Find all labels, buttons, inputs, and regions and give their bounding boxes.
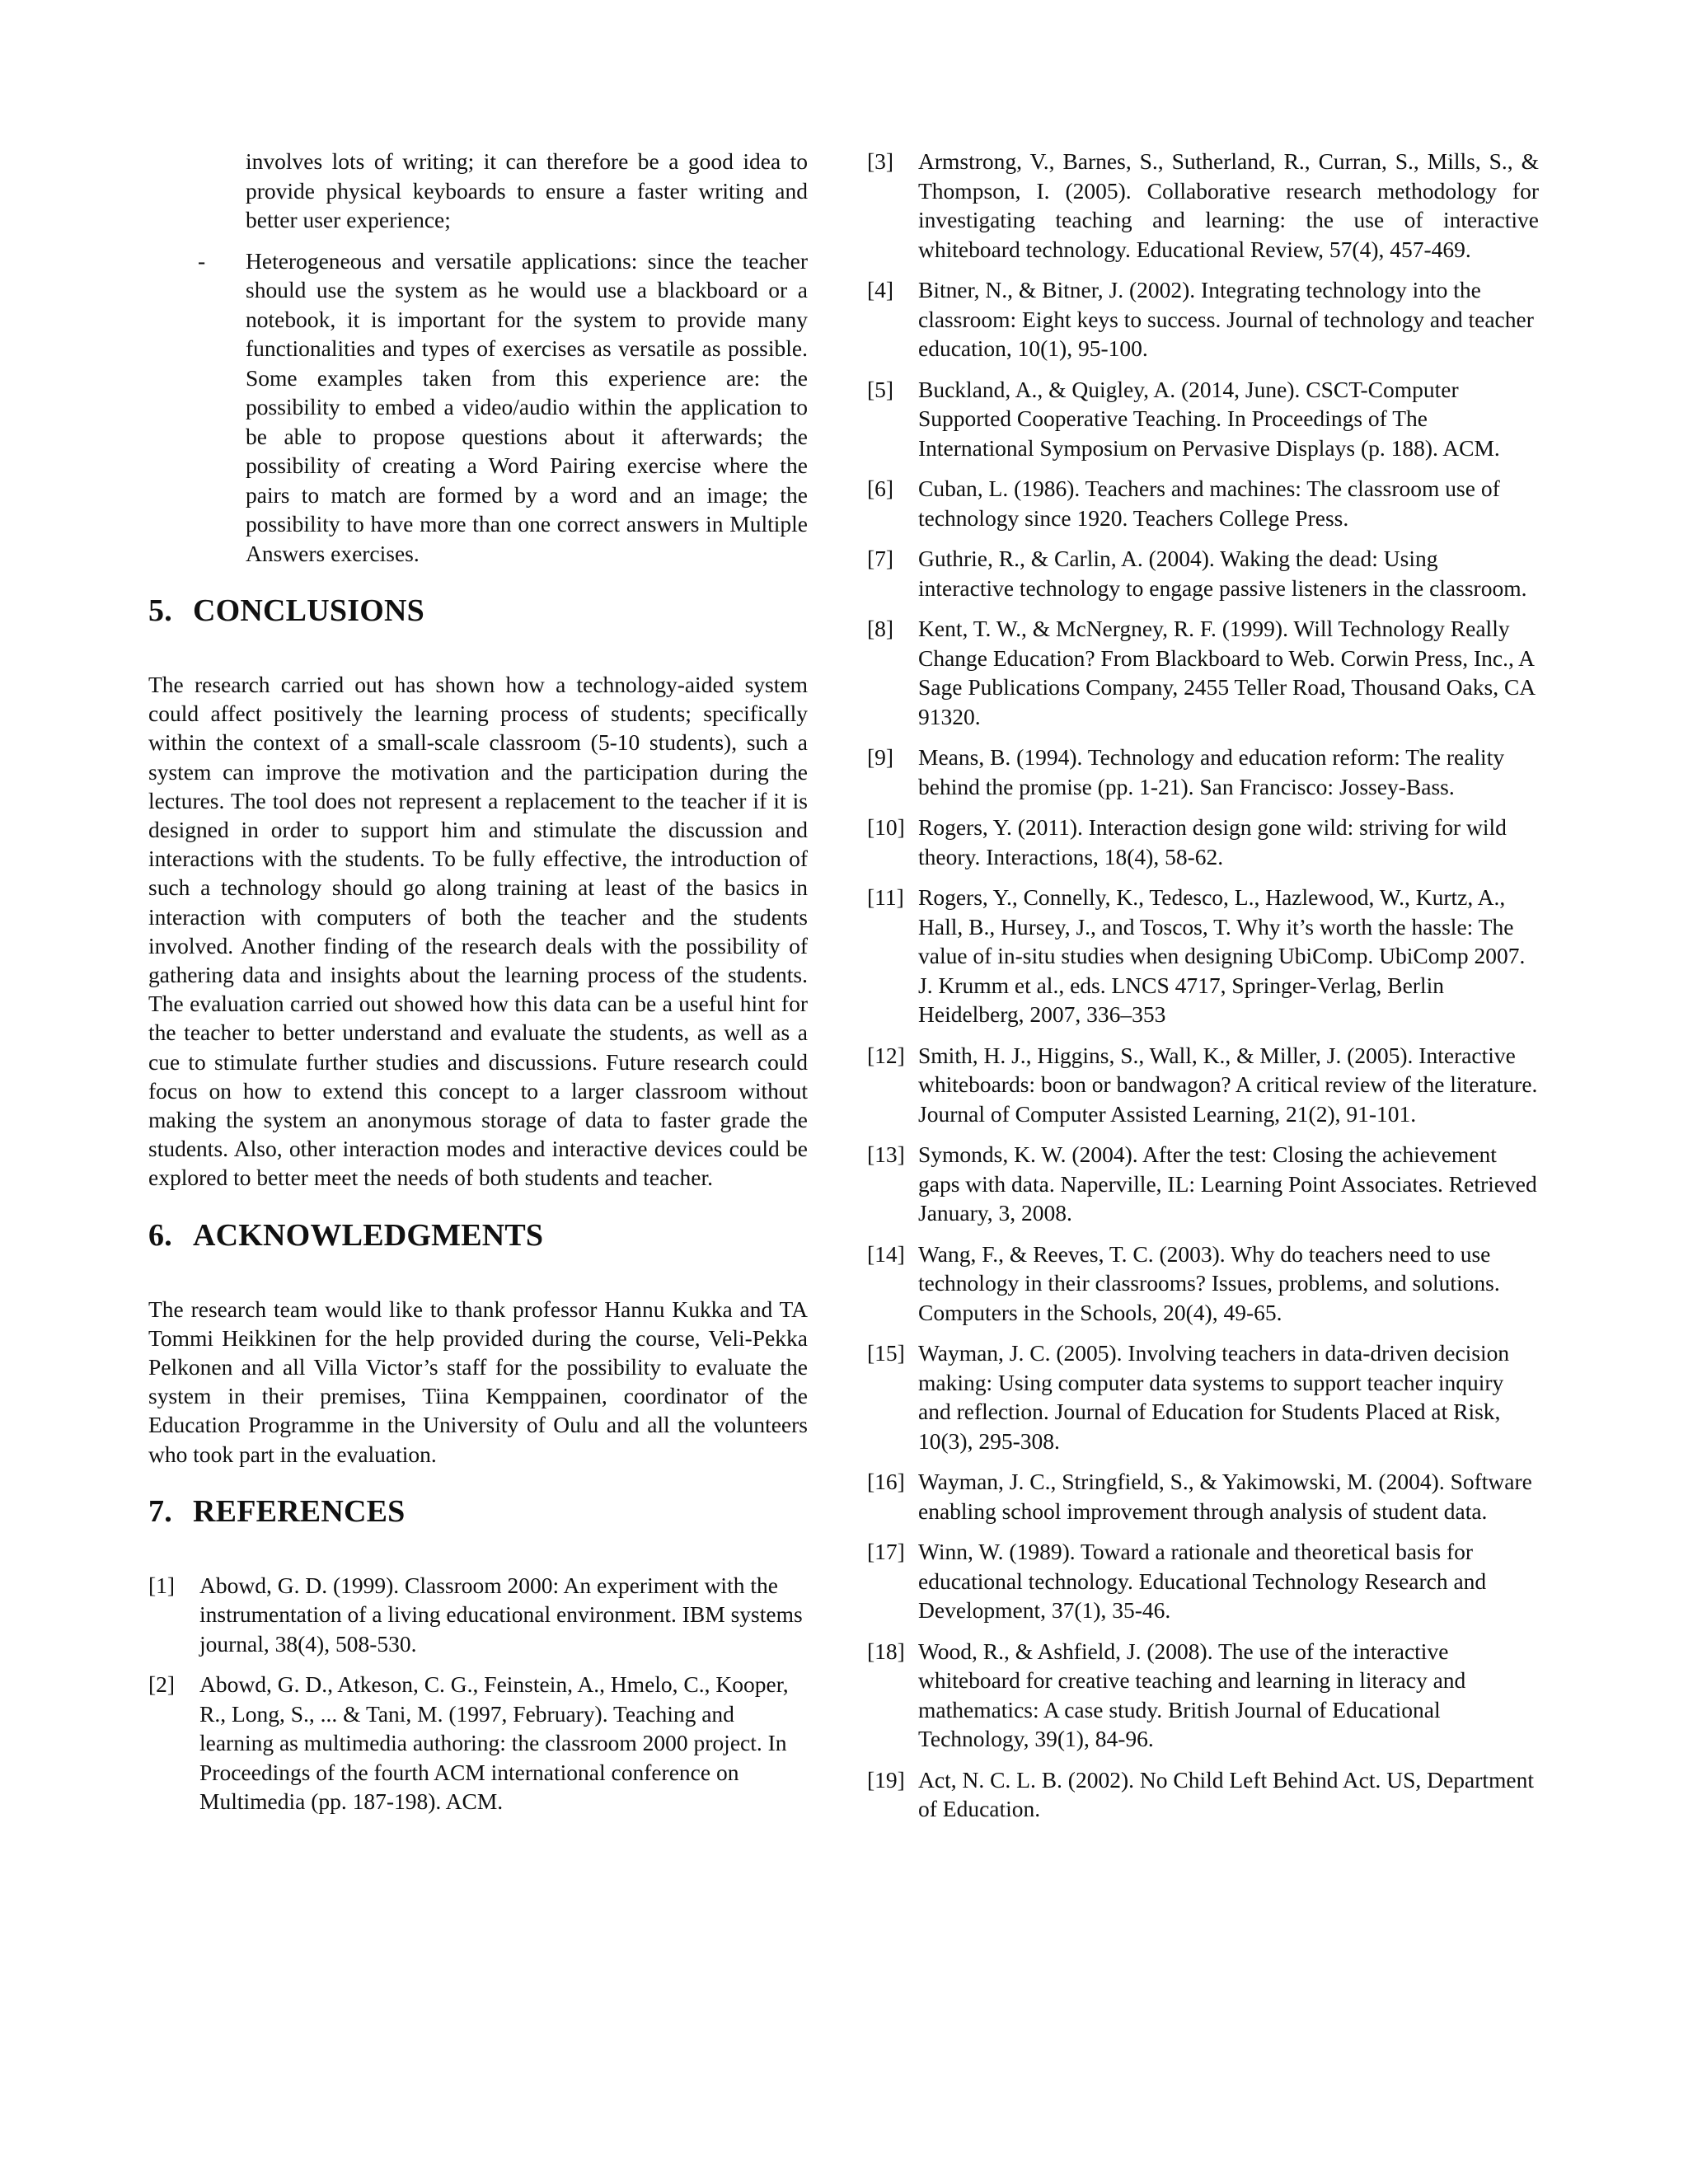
list-item-text: Heterogeneous and versatile applications: since the teacher should use the system as he would use a blackboard or a notebook, it is important for the system to provide many functionalities and types of exercises as versatile as possible. Some examples taken from this experience are: the possibility to embed a video/audio within the application to be able to propose questions about it afterwards; the possibility of creating a Word Pairing exercise where the pairs to match are formed by a word and an image; the possibility to have more than one correct answers in Multiple Answers exercises.	[246, 247, 808, 566]
reference-item-16	[867, 1467, 1539, 1526]
reference-text: Smith, H. J., Higgins, S., Wall, K., & Miller, J. (2005). Interactive whiteboards: boon or bandwagon? A critical review of the literature. Journal of Computer Assisted Learning, 21(2), 91-101.	[918, 1042, 1538, 1127]
reference-text: Armstrong, V., Barnes, S., Sutherland, R., Curran, S., Mills, S., & Thompson, I. (2005). Collaborative research methodology for investigating teaching and learning: the use of interactive whiteboard technology. Educational Review, 57(4), 457-469.	[918, 148, 1539, 262]
reference-item-10	[867, 813, 1539, 871]
section-heading-acknowledgments	[148, 1217, 808, 1254]
list-bullet: -	[198, 247, 206, 274]
reference-item-8	[867, 614, 1539, 731]
acknowledgments-paragraph: The research team would like to thank professor Hannu Kukka and TA Tommi Heikkinen for the help provided during the course, Veli-Pekka Pelkonen and all Villa Victor’s staff for the possibility to evaluate the system in their premises, Tiina Kemppainen, coordinator of the Education Programme in the University of Oulu and all the volunteers who took part in the evaluation.	[148, 1296, 808, 1467]
reference-number: [6]	[867, 476, 894, 501]
reference-item-13	[867, 1140, 1539, 1228]
reference-text: Abowd, G. D. (1999). Classroom 2000: An experiment with the instrumentation of a living educational environment. IBM systems journal, 38(4), 508-530.	[199, 1572, 803, 1657]
reference-item-7	[867, 544, 1539, 602]
reference-item-11	[867, 883, 1539, 1029]
section-heading-conclusions	[148, 593, 808, 629]
reference-text: Symonds, K. W. (2004). After the test: Closing the achievement gaps with data. Naperville, IL: Learning Point Associates. Retrieved January, 3, 2008.	[918, 1141, 1537, 1226]
right-column	[867, 147, 1539, 1835]
reference-text: Bitner, N., & Bitner, J. (2002). Integrating technology into the classroom: Eight keys to success. Journal of technology and teacher education, 10(1), 95-100.	[918, 277, 1534, 361]
reference-text: Rogers, Y. (2011). Interaction design gone wild: striving for wild theory. Interactions, 18(4), 58-62.	[918, 814, 1507, 869]
section-number: 6.	[148, 1217, 172, 1253]
reference-text: Cuban, L. (1986). Teachers and machines: The classroom use of technology since 1920. Teachers College Press.	[918, 476, 1500, 531]
reference-item-2	[148, 1670, 808, 1816]
reference-text: Winn, W. (1989). Toward a rationale and theoretical basis for educational technology. Educational Technology Research and Development, 37(1), 35-46.	[918, 1539, 1487, 1623]
reference-number: [14]	[867, 1240, 905, 1267]
section-number: 5.	[148, 593, 172, 628]
reference-item-14	[867, 1240, 1539, 1328]
reference-text: Rogers, Y., Connelly, K., Tedesco, L., Hazlewood, W., Kurtz, A., Hall, B., Hursey, J., and Toscos, T. Why it’s worth the hassle: The value of in-situ studies when designing UbiComp. UbiComp 2007. J. Krumm et al., eds. LNCS 4717, Springer-Verlag, Berlin Heidelberg, 2007, 336–353	[918, 884, 1526, 1027]
reference-item-6	[867, 474, 1539, 532]
section-title: CONCLUSIONS	[193, 593, 424, 628]
reference-text: Wayman, J. C., Stringfield, S., & Yakimowski, M. (2004). Software enabling school improvement through analysis of student data.	[918, 1469, 1532, 1524]
reference-number: [5]	[867, 376, 894, 402]
reference-number: [15]	[867, 1340, 905, 1366]
reference-number: [9]	[867, 744, 894, 770]
reference-text: Wang, F., & Reeves, T. C. (2003). Why do teachers need to use technology in their classrooms? Issues, problems, and solutions. Computers in the Schools, 20(4), 49-65.	[918, 1240, 1500, 1325]
reference-text: Kent, T. W., & McNergney, R. F. (1999). Will Technology Really Change Education? From Blackboard to Web. Corwin Press, Inc., A Sage Publications Company, 2455 Teller Road, Thousand Oaks, CA 91320.	[918, 616, 1535, 729]
reference-text: Wayman, J. C. (2005). Involving teachers in data-driven decision making: Using computer data systems to support teacher inquiry and reflection. Journal of Education for Students Placed at Risk, 10(3), 295-308.	[918, 1340, 1510, 1454]
reference-text: Abowd, G. D., Atkeson, C. G., Feinstein, A., Hmelo, C., Kooper, R., Long, S., ... & Tani, M. (1997, February). Teaching and learning as multimedia authoring: the classroom 2000 project. In Proceedings of the fourth ACM international conference on Multimedia (pp. 187-198). ACM.	[199, 1671, 789, 1815]
reference-text: Act, N. C. L. B. (2002). No Child Left Behind Act. US, Department of Education.	[918, 1766, 1534, 1821]
reference-number: [18]	[867, 1638, 905, 1664]
reference-number: [13]	[867, 1141, 905, 1167]
reference-number: [11]	[867, 884, 904, 910]
list-item-continuation	[148, 147, 808, 235]
reference-item-15	[867, 1338, 1539, 1455]
conclusions-paragraph: The research carried out has shown how a technology-aided system could affect positively the learning process of students; specifically within the context of a small-scale classroom (5-10 students), such a system can improve the motivation and the participation during the lectures. The tool does not represent a replacement to the teacher if it is designed in order to support him and stimulate the discussion and interactions with the students. To be fully effective, the introduction of such a technology should go along training at least of the basics in interaction with computers of both the teacher and the students involved. Another finding of the research deals with the possibility of gathering data and insights about the learning process of the students. The evaluation carried out showed how this data can be a useful hint for the teacher to better understand and evaluate the students, as well as a cue to stimulate further studies and discussions. Future research could focus on how to extend this concept to a larger classroom without making the system an anonymous storage of data to faster grade the students. Also, other interaction modes and interactive devices could be explored to better meet the needs of both students and teacher.	[148, 672, 808, 1191]
reference-text: Buckland, A., & Quigley, A. (2014, June). CSCT-Computer Supported Cooperative Teaching. In Proceedings of The International Symposium on Pervasive Displays (p. 188). ACM.	[918, 376, 1500, 461]
section-title: REFERENCES	[193, 1493, 406, 1529]
reference-text: Means, B. (1994). Technology and education reform: The reality behind the promise (pp. 1-21). San Francisco: Jossey-Bass.	[918, 744, 1505, 799]
reference-number: [4]	[867, 277, 894, 302]
reference-item-1	[148, 1571, 808, 1659]
reference-item-12	[867, 1041, 1539, 1129]
section-title: ACKNOWLEDGMENTS	[193, 1217, 544, 1253]
reference-item-18	[867, 1637, 1539, 1754]
reference-text: Guthrie, R., & Carlin, A. (2004). Waking the dead: Using interactive technology to engage passive listeners in the classroom.	[918, 546, 1527, 601]
reference-item-3	[867, 147, 1539, 264]
reference-item-5	[867, 375, 1539, 463]
reference-number: [19]	[867, 1766, 905, 1793]
reference-number: [2]	[148, 1671, 176, 1698]
reference-item-4	[867, 275, 1539, 363]
section-heading-references	[148, 1493, 808, 1530]
list-item-text: involves lots of writing; it can therefore be a good idea to provide physical keyboards to ensure a faster writing and better user experience;	[246, 148, 808, 232]
reference-text: Wood, R., & Ashfield, J. (2008). The use of the interactive whiteboard for creative teaching and learning in literacy and mathematics: A case study. British Journal of Educational Technology, 39(1), 84-96.	[918, 1638, 1466, 1751]
reference-number: [16]	[867, 1469, 905, 1494]
reference-item-17	[867, 1537, 1539, 1625]
reference-number: [8]	[867, 616, 894, 641]
reference-item-9	[867, 743, 1539, 801]
list-item-heterogeneous-applications	[148, 246, 808, 569]
section-number: 7.	[148, 1493, 172, 1529]
reference-number: [12]	[867, 1042, 905, 1068]
reference-number: [10]	[867, 814, 905, 840]
reference-item-19	[867, 1765, 1539, 1824]
reference-number: [7]	[867, 546, 894, 571]
left-column	[148, 147, 808, 1828]
reference-number: [1]	[148, 1572, 176, 1598]
reference-number: [17]	[867, 1539, 905, 1564]
reference-number: [3]	[867, 148, 894, 174]
